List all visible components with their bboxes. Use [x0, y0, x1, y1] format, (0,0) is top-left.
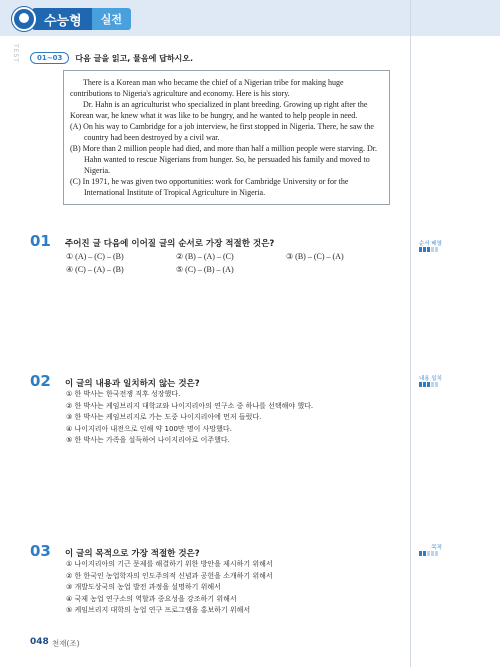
instruction [30, 52, 193, 64]
choice[interactable]: ⑤ 케임브리지 대학의 농업 연구 프로그램을 홍보하기 위해서 [66, 606, 251, 614]
passage-paragraph-2: Dr. Hahn is an agriculturist who specialized in plant breeding. Growing up right after the Korean war, he knew what it was like to be hungry, and he wanted to help people in need. [70, 100, 368, 120]
question-1-choices [66, 252, 396, 274]
passage-paragraph-1: There is a Korean man who became the chief of a Nigerian tribe for making huge contributions to Nigeria's agriculture and economy. Here is his story. [70, 78, 344, 98]
question-3-type-tag: 목적 [431, 545, 442, 551]
section-title: 수능형 [32, 8, 92, 30]
instruction-text: 다음 글을 읽고, 물음에 답하시오. [75, 53, 194, 63]
question-1-number: 01 [30, 232, 51, 250]
book-label: 천재(조) [52, 639, 80, 648]
question-3-choices [66, 559, 273, 617]
choice[interactable]: ④ 국제 농업 연구소의 역할과 중요성을 강조하기 위해서 [66, 594, 237, 603]
choice[interactable]: ② 한 박사는 케임브리지 대학교와 나이지리아의 연구소 중 하나를 선택해야 했다. [66, 401, 314, 410]
reading-passage [63, 70, 390, 205]
choice[interactable]: ⑤ (C) – (B) – (A) [176, 265, 234, 274]
side-test-label: TEST [12, 44, 19, 63]
page-number: 048 [30, 637, 49, 647]
right-margin-panel [410, 0, 500, 667]
choice[interactable]: ② 한 한국인 농업학자의 인도주의적 신념과 공헌을 소개하기 위해서 [66, 571, 273, 580]
choice[interactable]: ① (A) – (C) – (B) [66, 252, 124, 261]
passage-option-a: (A) On his way to Cambridge for a job interview, he first stopped in Nigeria. There, he saw the country had been destroyed by a civil war. [70, 122, 374, 142]
question-2-type-tag: 내용 일치 [418, 376, 442, 382]
question-range: 01~03 [30, 52, 69, 64]
question-2-number: 02 [30, 372, 51, 390]
passage-option-b: (B) More than 2 million people had died, and more than half a million people were starving. Dr. Hahn wanted to rescue Nigerians from hunger. So, he persuaded his family and moved to Nigeria. [70, 144, 378, 175]
difficulty-bar [419, 551, 438, 556]
choice[interactable]: ④ 나이지리아 내전으로 인해 약 100만 명이 사망했다. [66, 424, 232, 433]
choice[interactable]: ② (B) – (A) – (C) [176, 252, 234, 261]
question-1-type-tag: 순서 배열 [418, 241, 442, 247]
section-subtitle: 실전 [92, 8, 131, 30]
choice[interactable]: ① 한 박사는 한국전쟁 직후 성장했다. [66, 390, 181, 398]
question-3-number: 03 [30, 542, 51, 560]
choice[interactable]: ④ (C) – (A) – (B) [66, 265, 124, 274]
passage-option-c: (C) In 1971, he was given two opportunities: work for Cambridge University or for the International Institute of Tropical Agriculture in Nigeria. [70, 177, 349, 197]
choice[interactable]: ③ 개발도상국의 농업 발전 과정을 설명하기 위해서 [66, 583, 221, 591]
choice[interactable]: ③ (B) – (C) – (A) [286, 252, 344, 261]
difficulty-bar [419, 247, 438, 252]
difficulty-bar [419, 382, 438, 387]
question-3-text: 이 글의 목적으로 가장 적절한 것은? [65, 549, 200, 559]
question-2-choices [66, 389, 313, 447]
speech-bubble-icon [12, 7, 36, 31]
choice[interactable]: ① 나이지리아의 기근 문제를 해결하기 위한 방안을 제시하기 위해서 [66, 560, 273, 568]
choice[interactable]: ③ 한 박사는 케임브리지로 가는 도중 나이지리아에 먼저 들렀다. [66, 413, 262, 421]
question-2-text: 이 글의 내용과 일치하지 않는 것은? [65, 379, 200, 389]
question-1-text: 주어진 글 다음에 이어질 글의 순서로 가장 적절한 것은? [65, 239, 275, 249]
choice[interactable]: ⑤ 한 박사는 가족을 설득하여 나이지리아로 이주했다. [66, 436, 230, 444]
section-header [12, 8, 131, 30]
